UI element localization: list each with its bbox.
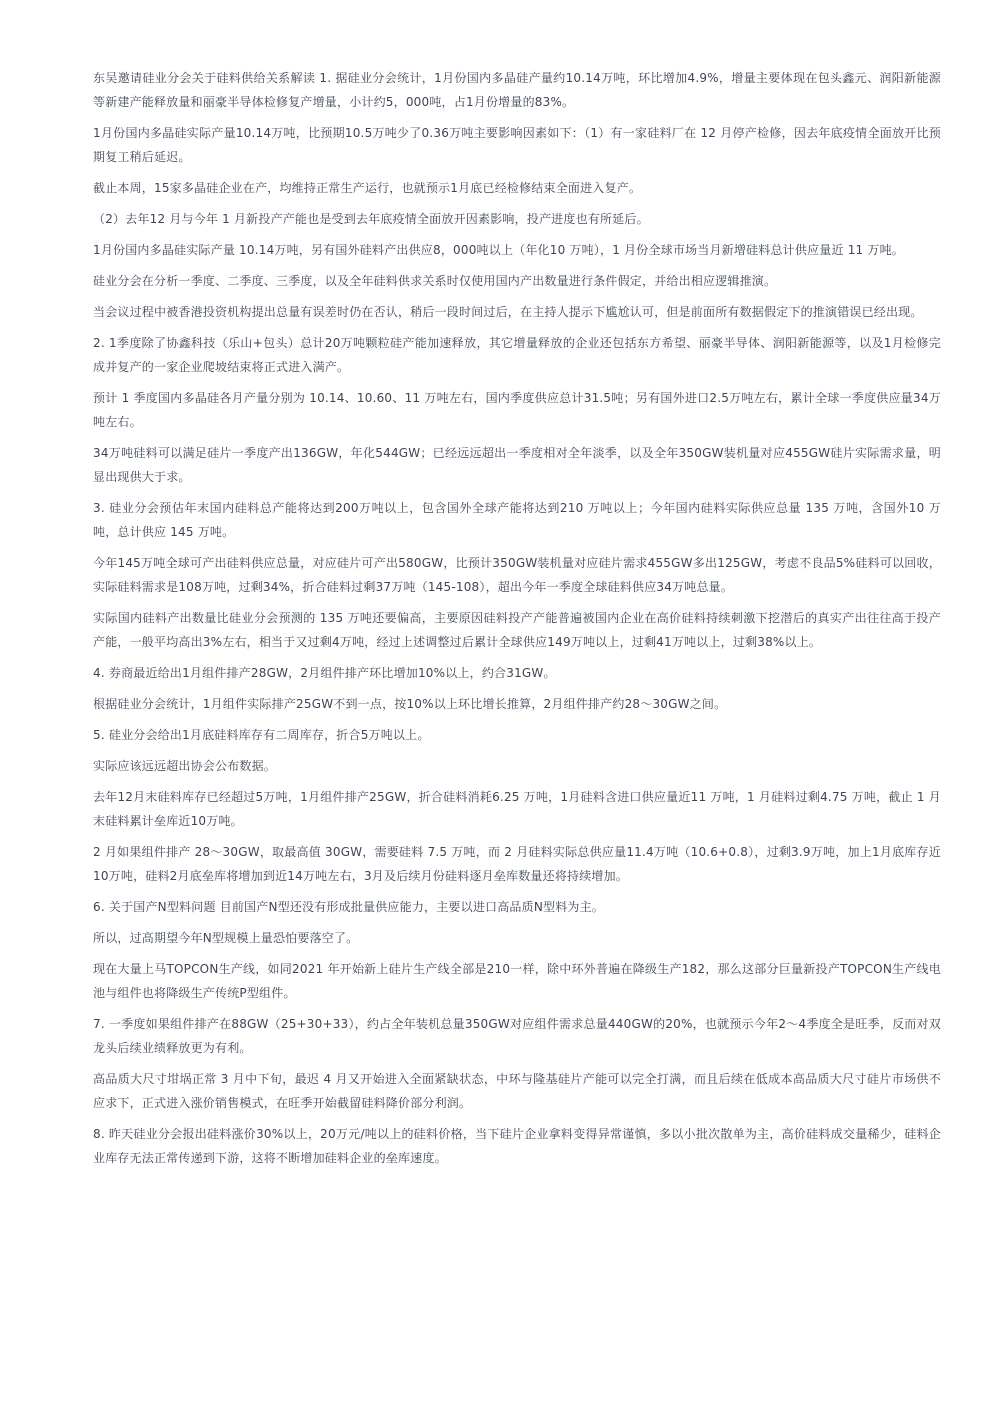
paragraph: 7. 一季度如果组件排产在88GW（25+30+33），约占全年装机总量350GW对应组件需求总量440GW的20%，也就预示今年2～4季度全是旺季，反而对双龙头后续业绩释放更为有利。 (93, 1017, 941, 1055)
paragraph: 所以，过高期望今年N型规模上量恐怕要落空了。 (93, 931, 359, 945)
paragraph: 4. 券商最近给出1月组件排产28GW，2月组件排产环比增加10%以上，约合31GW。 (93, 666, 556, 680)
paragraph: 6. 关于国产N型料问题 目前国产N型还没有形成批量供应能力，主要以进口高品质N型料为主。 (93, 900, 605, 914)
paragraph: 当会议过程中被香港投资机构提出总量有误差时仍在否认，稍后一段时间过后，在主持人提示下尴尬认可，但是前面所有数据假定下的推演错误已经出现。 (93, 305, 923, 319)
paragraph: 3. 硅业分会预估年末国内硅料总产能将达到200万吨以上，包含国外全球产能将达到210 万吨以上；今年国内硅料实际供应总量 135 万吨，含国外10 万吨，总计供应 145 万吨。 (93, 501, 941, 539)
paragraph: （2）去年12 月与今年 1 月新投产产能也是受到去年底疫情全面放开因素影响，投产进度也有所延后。 (93, 212, 649, 226)
paragraph: 今年145万吨全球可产出硅料供应总量，对应硅片可产出580GW，比预计350GW装机量对应硅片需求455GW多出125GW，考虑不良品5%硅料可以回收，实际硅料需求是108万吨，过剩34%，折合硅料过剩37万吨（145-108），超出今年一季度全球硅料供应34万吨总量。 (93, 556, 941, 594)
paragraph: 预计 1 季度国内多晶硅各月产量分别为 10.14、10.60、11 万吨左右，国内季度供应总计31.5吨；另有国外进口2.5万吨左右，累计全球一季度供应量34万吨左右。 (93, 391, 941, 429)
paragraph: 8. 昨天硅业分会报出硅料涨价30%以上，20万元/吨以上的硅料价格，当下硅片企业拿料变得异常谨慎，多以小批次散单为主，高价硅料成交量稀少，硅料企业库存无法正常传递到下游，这将不断增加硅料企业的垒库速度。 (93, 1127, 941, 1165)
paragraph: 去年12月末硅料库存已经超过5万吨，1月组件排产25GW，折合硅料消耗6.25 万吨，1月硅料含进口供应量近11 万吨，1 月硅料过剩4.75 万吨，截止 1 月末硅料累计垒库近10万吨。 (93, 790, 941, 828)
paragraph: 实际应该远远超出协会公布数据。 (93, 759, 277, 773)
paragraph: 34万吨硅料可以满足硅片一季度产出136GW，年化544GW；已经远远超出一季度相对全年淡季，以及全年350GW装机量对应455GW硅片实际需求量，明显出现供大于求。 (93, 446, 941, 484)
paragraph: 2. 1季度除了协鑫科技（乐山+包头）总计20万吨颗粒硅产能加速释放，其它增量释放的企业还包括东方希望、丽豪半导体、润阳新能源等，以及1月检修完成并复产的一家企业爬坡结束将正式进入满产。 (93, 336, 941, 374)
paragraph: 2 月如果组件排产 28～30GW，取最高值 30GW，需要硅料 7.5 万吨，而 2 月硅料实际总供应量11.4万吨（10.6+0.8），过剩3.9万吨，加上1月底库存近10万吨，硅料2月底垒库将增加到近14万吨左右，3月及后续月份硅料逐月垒库数量还将持续增加。 (93, 845, 941, 883)
paragraph: 现在大量上马TOPCON生产线，如同2021 年开始新上硅片生产线全部是210一样，除中环外普遍在降级生产182，那么这部分巨量新投产TOPCON生产线电池与组件也将降级生产传统P型组件。 (93, 962, 941, 1000)
paragraph: 根据硅业分会统计，1月组件实际排产25GW不到一点，按10%以上环比增长推算，2月组件排产约28～30GW之间。 (93, 697, 727, 711)
paragraph: 实际国内硅料产出数量比硅业分会预测的 135 万吨还要偏高，主要原因硅料投产产能普遍被国内企业在高价硅料持续刺激下挖潜后的真实产出往往高于投产产能，一般平均高出3%左右，相当于又过剩4万吨，经过上述调整过后累计全球供应149万吨以上，过剩41万吨以上，过剩38%以上。 (93, 611, 941, 649)
paragraph: 5. 硅业分会给出1月底硅料库存有二周库存，折合5万吨以上。 (93, 728, 430, 742)
paragraph: 1月份国内多晶硅实际产量 10.14万吨，另有国外硅料产出供应8，000吨以上（年化10 万吨），1 月份全球市场当月新增硅料总计供应量近 11 万吨。 (93, 243, 904, 257)
paragraph: 截止本周，15家多晶硅企业在产，均维持正常生产运行，也就预示1月底已经检修结束全面进入复产。 (93, 181, 642, 195)
paragraph: 东吴邀请硅业分会关于硅料供给关系解读 1. 据硅业分会统计，1月份国内多晶硅产量约10.14万吨，环比增加4.9%，增量主要体现在包头鑫元、润阳新能源等新建产能释放量和丽豪半导体检修复产增量，小计约5，000吨，占1月份增量的83%。 (93, 71, 941, 109)
paragraph: 高品质大尺寸坩埚正常 3 月中下旬，最迟 4 月又开始进入全面紧缺状态，中环与隆基硅片产能可以完全打满，而且后续在低成本高品质大尺寸硅片市场供不应求下，正式进入涨价销售模式，在旺季开始截留硅料降价部分利润。 (93, 1072, 941, 1110)
document-body (93, 66, 941, 1177)
paragraph: 1月份国内多晶硅实际产量10.14万吨，比预期10.5万吨少了0.36万吨主要影响因素如下：（1）有一家硅料厂在 12 月停产检修，因去年底疫情全面放开比预期复工稍后延迟。 (93, 126, 941, 164)
paragraph: 硅业分会在分析一季度、二季度、三季度，以及全年硅料供求关系时仅使用国内产出数量进行条件假定，并给出相应逻辑推演。 (93, 274, 777, 288)
